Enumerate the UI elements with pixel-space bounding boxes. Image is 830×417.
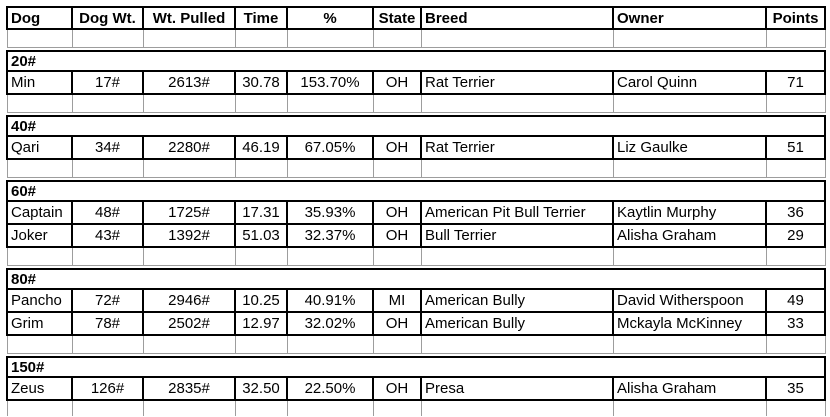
weight-class-label: 60# bbox=[7, 181, 825, 201]
cell-dog: Joker bbox=[7, 224, 72, 247]
table-header bbox=[7, 7, 825, 29]
cell-dog: Min bbox=[7, 71, 72, 94]
cell-wt-pulled: 2502# bbox=[143, 312, 235, 335]
cell-wt-pulled: 2613# bbox=[143, 71, 235, 94]
empty-cell bbox=[143, 335, 235, 354]
cell-percent: 22.50% bbox=[287, 377, 373, 400]
cell-state: MI bbox=[373, 289, 421, 312]
empty-cell bbox=[766, 400, 825, 416]
cell-owner: Liz Gaulke bbox=[613, 136, 766, 159]
cell-dog: Grim bbox=[7, 312, 72, 335]
empty-cell bbox=[143, 94, 235, 113]
empty-cell bbox=[72, 247, 143, 266]
cell-owner: Carol Quinn bbox=[613, 71, 766, 94]
cell-dog: Qari bbox=[7, 136, 72, 159]
cell-wt-pulled: 2280# bbox=[143, 136, 235, 159]
cell-breed: Rat Terrier bbox=[421, 71, 613, 94]
empty-cell bbox=[72, 400, 143, 416]
empty-cell bbox=[373, 94, 421, 113]
empty-cell bbox=[766, 94, 825, 113]
cell-percent: 153.70% bbox=[287, 71, 373, 94]
weight-class-label: 150# bbox=[7, 357, 825, 377]
header-row bbox=[7, 7, 825, 29]
empty-cell bbox=[287, 247, 373, 266]
empty-cell bbox=[7, 94, 72, 113]
empty-cell bbox=[613, 400, 766, 416]
empty-cell bbox=[613, 29, 766, 48]
cell-breed: American Pit Bull Terrier bbox=[421, 201, 613, 224]
empty-cell bbox=[373, 247, 421, 266]
empty-cell bbox=[613, 94, 766, 113]
weight-class-row-80 bbox=[7, 269, 825, 289]
empty-cell bbox=[7, 29, 72, 48]
weight-class-row-20 bbox=[7, 51, 825, 71]
empty-cell bbox=[766, 159, 825, 178]
cell-wt-pulled: 2835# bbox=[143, 377, 235, 400]
empty-cell bbox=[235, 94, 287, 113]
empty-cell bbox=[287, 400, 373, 416]
weight-class-row-60 bbox=[7, 181, 825, 201]
column-header-percent: % bbox=[287, 7, 373, 29]
result-row-qari bbox=[7, 136, 825, 159]
cell-dog-wt: 126# bbox=[72, 377, 143, 400]
cell-dog: Captain bbox=[7, 201, 72, 224]
cell-dog: Pancho bbox=[7, 289, 72, 312]
empty-cell bbox=[766, 335, 825, 354]
cell-breed: Rat Terrier bbox=[421, 136, 613, 159]
empty-cell bbox=[235, 335, 287, 354]
result-row-min bbox=[7, 71, 825, 94]
empty-cell bbox=[72, 159, 143, 178]
cell-points: 35 bbox=[766, 377, 825, 400]
weight-pull-results-table bbox=[6, 6, 826, 416]
cell-time: 12.97 bbox=[235, 312, 287, 335]
cell-percent: 67.05% bbox=[287, 136, 373, 159]
empty-cell bbox=[72, 29, 143, 48]
empty-cell bbox=[143, 400, 235, 416]
cell-percent: 35.93% bbox=[287, 201, 373, 224]
empty-separator-row bbox=[7, 29, 825, 48]
empty-cell bbox=[421, 400, 613, 416]
empty-cell bbox=[373, 400, 421, 416]
weight-class-label: 80# bbox=[7, 269, 825, 289]
cell-time: 10.25 bbox=[235, 289, 287, 312]
cell-points: 36 bbox=[766, 201, 825, 224]
cell-points: 51 bbox=[766, 136, 825, 159]
cell-state: OH bbox=[373, 201, 421, 224]
result-row-zeus bbox=[7, 377, 825, 400]
cell-state: OH bbox=[373, 136, 421, 159]
column-header-state: State bbox=[373, 7, 421, 29]
weight-class-label: 20# bbox=[7, 51, 825, 71]
cell-owner: Kaytlin Murphy bbox=[613, 201, 766, 224]
column-header-breed: Breed bbox=[421, 7, 613, 29]
empty-cell bbox=[287, 94, 373, 113]
empty-cell bbox=[235, 29, 287, 48]
cell-dog: Zeus bbox=[7, 377, 72, 400]
cell-state: OH bbox=[373, 71, 421, 94]
empty-cell bbox=[613, 247, 766, 266]
result-row-captain bbox=[7, 201, 825, 224]
empty-cell bbox=[613, 335, 766, 354]
empty-cell bbox=[7, 247, 72, 266]
empty-cell bbox=[287, 29, 373, 48]
cell-state: OH bbox=[373, 224, 421, 247]
empty-cell bbox=[421, 335, 613, 354]
cell-owner: Alisha Graham bbox=[613, 224, 766, 247]
cell-dog-wt: 78# bbox=[72, 312, 143, 335]
empty-row-partial bbox=[7, 400, 825, 416]
cell-state: OH bbox=[373, 312, 421, 335]
cell-wt-pulled: 2946# bbox=[143, 289, 235, 312]
cell-time: 32.50 bbox=[235, 377, 287, 400]
cell-time: 17.31 bbox=[235, 201, 287, 224]
empty-cell bbox=[7, 159, 72, 178]
empty-cell bbox=[143, 247, 235, 266]
empty-cell bbox=[7, 400, 72, 416]
cell-percent: 40.91% bbox=[287, 289, 373, 312]
empty-separator-row bbox=[7, 159, 825, 178]
cell-time: 30.78 bbox=[235, 71, 287, 94]
cell-dog-wt: 34# bbox=[72, 136, 143, 159]
cell-dog-wt: 17# bbox=[72, 71, 143, 94]
result-row-pancho bbox=[7, 289, 825, 312]
empty-cell bbox=[373, 29, 421, 48]
empty-separator-row bbox=[7, 247, 825, 266]
cell-breed: American Bully bbox=[421, 289, 613, 312]
cell-wt-pulled: 1392# bbox=[143, 224, 235, 247]
empty-cell bbox=[235, 159, 287, 178]
empty-cell bbox=[235, 400, 287, 416]
cell-breed: American Bully bbox=[421, 312, 613, 335]
cell-percent: 32.37% bbox=[287, 224, 373, 247]
empty-cell bbox=[766, 29, 825, 48]
empty-separator-row bbox=[7, 94, 825, 113]
empty-cell bbox=[373, 335, 421, 354]
empty-cell bbox=[421, 29, 613, 48]
column-header-dog-wt: Dog Wt. bbox=[72, 7, 143, 29]
empty-cell bbox=[72, 335, 143, 354]
empty-cell bbox=[613, 159, 766, 178]
empty-cell bbox=[373, 159, 421, 178]
empty-cell bbox=[421, 247, 613, 266]
empty-cell bbox=[421, 159, 613, 178]
empty-cell bbox=[766, 247, 825, 266]
empty-cell bbox=[72, 94, 143, 113]
cell-dog-wt: 48# bbox=[72, 201, 143, 224]
weight-class-row-40 bbox=[7, 116, 825, 136]
column-header-points: Points bbox=[766, 7, 825, 29]
empty-cell bbox=[235, 247, 287, 266]
empty-cell bbox=[143, 29, 235, 48]
empty-cell bbox=[421, 94, 613, 113]
cell-percent: 32.02% bbox=[287, 312, 373, 335]
cell-time: 51.03 bbox=[235, 224, 287, 247]
table-body bbox=[7, 29, 825, 416]
result-row-joker bbox=[7, 224, 825, 247]
empty-cell bbox=[287, 159, 373, 178]
cell-breed: Presa bbox=[421, 377, 613, 400]
column-header-time: Time bbox=[235, 7, 287, 29]
empty-cell bbox=[143, 159, 235, 178]
cell-breed: Bull Terrier bbox=[421, 224, 613, 247]
cell-dog-wt: 72# bbox=[72, 289, 143, 312]
weight-class-label: 40# bbox=[7, 116, 825, 136]
column-header-dog: Dog bbox=[7, 7, 72, 29]
empty-cell bbox=[7, 335, 72, 354]
column-header-wt-pulled: Wt. Pulled bbox=[143, 7, 235, 29]
cell-dog-wt: 43# bbox=[72, 224, 143, 247]
cell-owner: David Witherspoon bbox=[613, 289, 766, 312]
cell-owner: Alisha Graham bbox=[613, 377, 766, 400]
cell-points: 49 bbox=[766, 289, 825, 312]
result-row-grim bbox=[7, 312, 825, 335]
cell-state: OH bbox=[373, 377, 421, 400]
cell-owner: Mckayla McKinney bbox=[613, 312, 766, 335]
empty-cell bbox=[287, 335, 373, 354]
column-header-owner: Owner bbox=[613, 7, 766, 29]
cell-points: 29 bbox=[766, 224, 825, 247]
cell-wt-pulled: 1725# bbox=[143, 201, 235, 224]
cell-time: 46.19 bbox=[235, 136, 287, 159]
cell-points: 71 bbox=[766, 71, 825, 94]
cell-points: 33 bbox=[766, 312, 825, 335]
weight-class-row-150 bbox=[7, 357, 825, 377]
empty-separator-row bbox=[7, 335, 825, 354]
